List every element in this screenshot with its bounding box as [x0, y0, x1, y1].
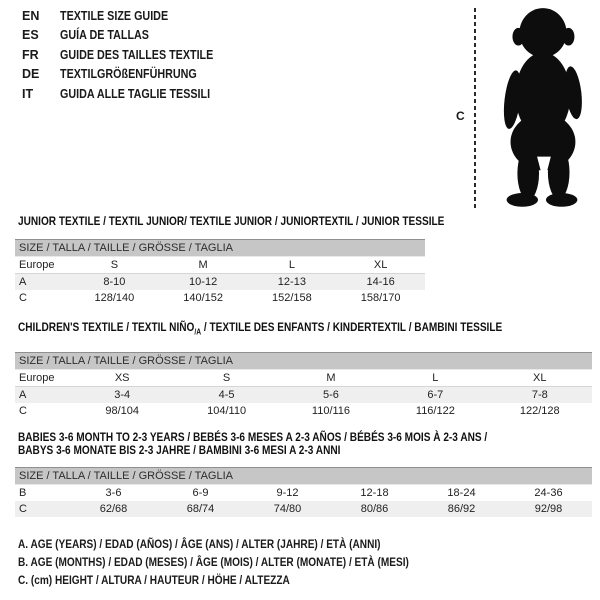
table-row [15, 387, 592, 404]
size-header: SIZE / TALLA / TAILLE / GRÖSSE / TAGLIA [15, 468, 592, 485]
size-cell: L [383, 370, 487, 387]
size-header: SIZE / TALLA / TAILLE / GRÖSSE / TAGLIA [15, 353, 592, 370]
height-measure-figure [455, 4, 600, 211]
language-row-fr [22, 45, 238, 65]
size-cell: 14-16 [366, 276, 395, 288]
size-cell: XL [336, 257, 425, 274]
size-header-row [15, 240, 425, 257]
table-row [15, 485, 592, 502]
babies-title-line2: BABYS 3-6 MONATE BIS 2-3 JAHRE / BAMBINI 3-6 MESI A 2-3 ANNI [18, 443, 341, 458]
size-cell: 18-24 [447, 487, 476, 500]
size-cell: 116/122 [415, 405, 455, 418]
size-cell: 8-10 [103, 276, 126, 288]
size-header: SIZE / TALLA / TAILLE / GRÖSSE / TAGLIA [15, 240, 425, 257]
size-cell: 80/86 [360, 503, 389, 516]
size-cell: M [159, 257, 248, 274]
size-cell: XS [70, 370, 174, 387]
size-cell: L [248, 257, 337, 274]
size-cell: 12-13 [277, 276, 306, 288]
table-row [15, 257, 425, 274]
size-cell: 68/74 [186, 503, 215, 516]
size-cell: 92/98 [534, 503, 563, 516]
language-code: ES [22, 28, 39, 43]
size-cell: 7-8 [531, 389, 548, 402]
children-size-table [15, 352, 592, 419]
size-cell: M [279, 370, 383, 387]
row-label: A [19, 276, 27, 288]
language-title: TEXTILE SIZE GUIDE [60, 8, 169, 23]
size-cell: 74/80 [273, 503, 302, 516]
table-row [15, 403, 592, 419]
size-cell: 24-36 [534, 487, 563, 500]
size-cell: 4-5 [218, 389, 235, 402]
language-row-es [22, 26, 238, 46]
height-dashed-line [474, 8, 476, 208]
language-code: EN [22, 8, 40, 23]
table-row [15, 290, 425, 306]
size-cell: 3-4 [114, 389, 131, 402]
language-code: IT [22, 86, 34, 101]
language-code: FR [22, 47, 39, 62]
height-c-label: C [456, 109, 465, 123]
row-label: A [19, 389, 27, 402]
size-cell: 128/140 [94, 292, 135, 304]
size-cell: S [70, 257, 159, 274]
size-cell: XL [488, 370, 592, 387]
table-row [15, 370, 592, 387]
size-cell: 98/104 [105, 405, 140, 418]
size-cell: 6-9 [192, 487, 209, 500]
size-cell: S [174, 370, 278, 387]
note-b: B. AGE (MONTHS) / EDAD (MESES) / ÂGE (MOIS) / ALTER (MONATE) / ETÀ (MESI) [18, 555, 409, 570]
legend-notes [18, 535, 600, 589]
table-row [15, 274, 425, 291]
babies-section [0, 419, 600, 517]
size-cell: 10-12 [189, 276, 218, 288]
row-label: C [19, 292, 27, 304]
language-title: GUIDA ALLE TAGLIE TESSILI [60, 86, 211, 101]
size-cell: 122/128 [519, 405, 560, 418]
children-section [0, 306, 600, 419]
size-cell: 6-7 [427, 389, 444, 402]
size-cell: 110/116 [311, 405, 351, 418]
language-title: TEXTILGRÖßENFÜHRUNG [60, 67, 197, 82]
junior-title: JUNIOR TEXTILE / TEXTIL JUNIOR/ TEXTILE JUNIOR / JUNIORTEXTIL / JUNIOR TESSILE [18, 214, 445, 228]
baby-silhouette-icon [482, 4, 600, 210]
babies-size-table [15, 467, 592, 517]
row-label: Europe [15, 257, 70, 274]
language-title: GUÍA DE TALLAS [60, 28, 149, 43]
size-cell: 152/158 [271, 292, 312, 304]
size-cell: 140/152 [183, 292, 223, 304]
size-cell: 9-12 [276, 487, 299, 500]
table-row [15, 501, 592, 517]
babies-title-line1: BABIES 3-6 MONTH TO 2-3 YEARS / BEBÉS 3-6 MESES A 2-3 AÑOS / BÉBÉS 3-6 MOIS À 2-3 ANS / [18, 430, 488, 445]
junior-section [0, 212, 600, 306]
language-row-de [22, 65, 238, 85]
row-label: B [19, 487, 27, 500]
size-cell: 12-18 [360, 487, 389, 500]
nino-a-subscript: /A [194, 327, 202, 337]
size-cell: 86/92 [447, 503, 476, 516]
size-cell: 104/110 [207, 405, 247, 418]
size-cell: 62/68 [99, 503, 128, 516]
language-list [22, 6, 238, 104]
language-title: GUIDE DES TAILLES TEXTILE [60, 47, 214, 62]
size-cell: 3-6 [105, 487, 122, 500]
note-c: C. (cm) HEIGHT / ALTURA / HAUTEUR / HÖHE / ALTEZZA [18, 573, 290, 588]
header-area [0, 0, 600, 212]
size-cell: 5-6 [323, 389, 339, 402]
row-label: C [19, 405, 27, 418]
language-row-it [22, 84, 238, 104]
row-label: Europe [15, 370, 70, 387]
row-label: C [19, 503, 27, 516]
size-header-row [15, 468, 592, 485]
junior-size-table [15, 239, 425, 306]
language-row-en [22, 6, 238, 26]
children-title: CHILDREN'S TEXTILE / TEXTIL $NIÑO_{/A}$ / TEXTILE DES ENFANTS / KINDERTEXTIL / BAMBINI TESSILE [18, 320, 503, 337]
size-header-row [15, 353, 592, 370]
size-cell: 158/170 [360, 292, 401, 304]
note-a: A. AGE (YEARS) / EDAD (AÑOS) / ÂGE (ANS) / ALTER (JAHRE) / ETÀ (ANNI) [18, 537, 381, 552]
language-code: DE [22, 67, 40, 82]
